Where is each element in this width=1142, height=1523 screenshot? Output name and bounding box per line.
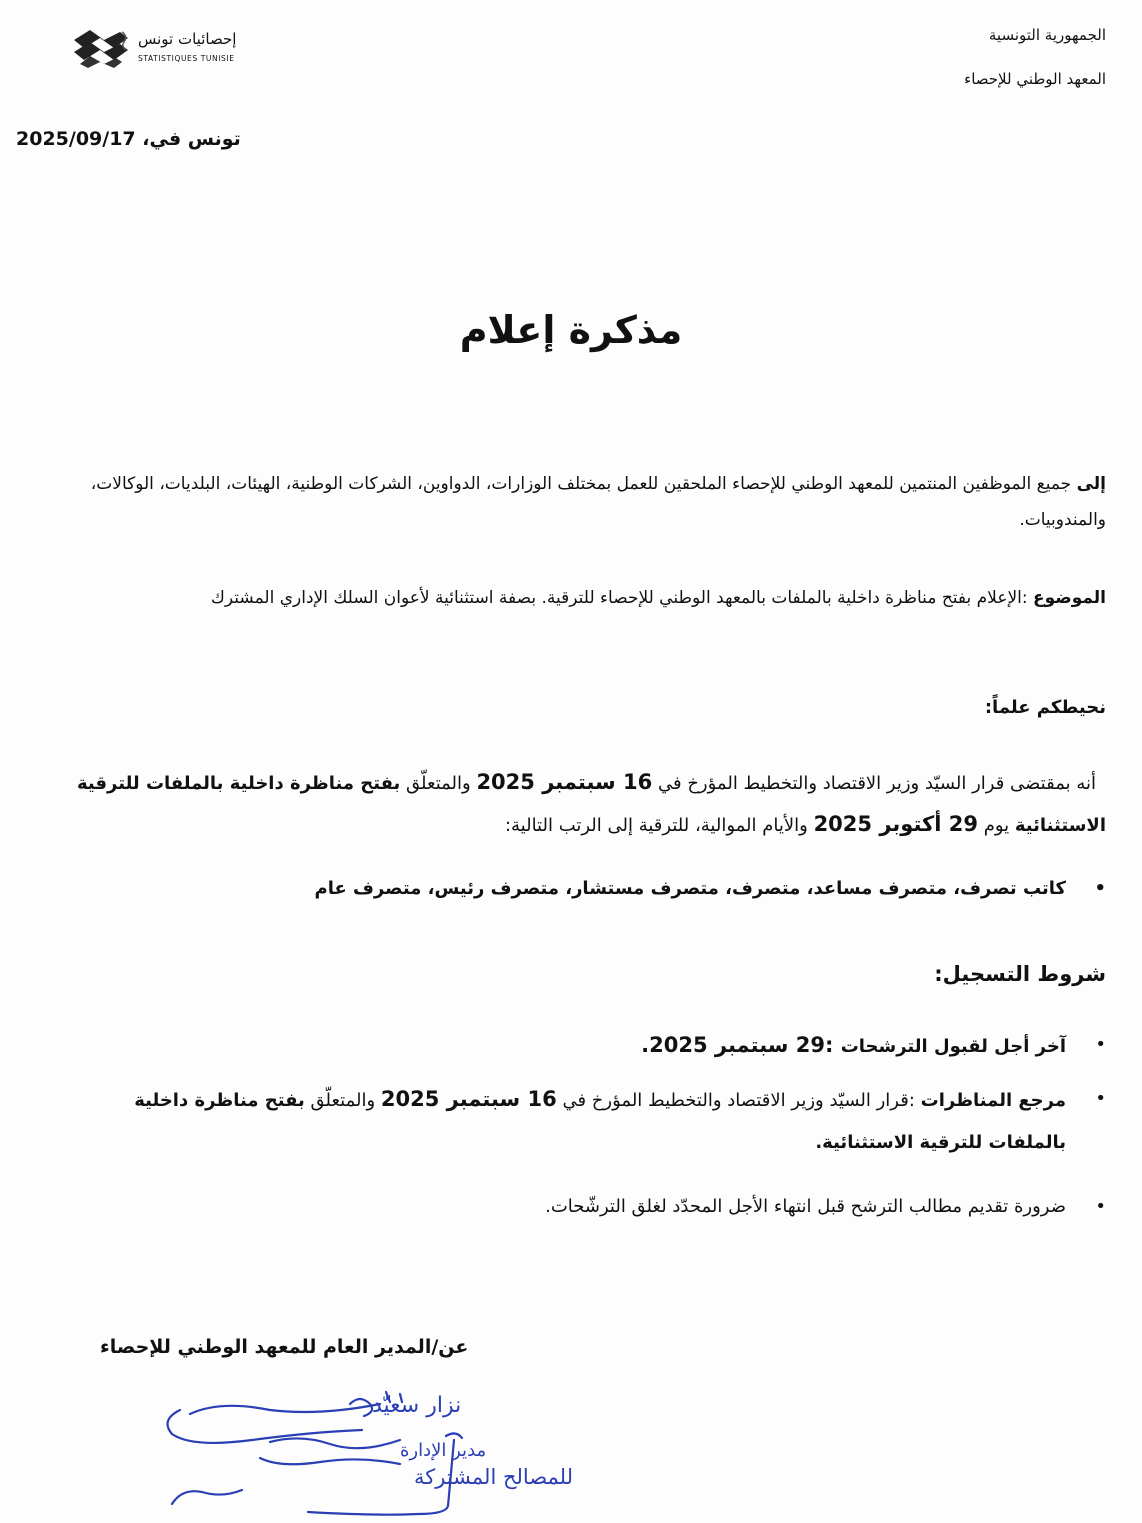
- condition-deadline-value: :29 سبتمبر 2025.: [641, 1033, 841, 1057]
- body-text-2: والمتعلّق: [400, 773, 477, 794]
- body-text-1: أنه بمقتضى قرار السيّد وزير الاقتصاد والتخطيط المؤرخ في: [652, 773, 1096, 794]
- body-bold-1: بفتح مناظرة داخلية بالملفات للترقية الاستثنائية: [76, 773, 1106, 836]
- body-text-4: والأيام الموالية، للترقية إلى الرتب التالية:: [504, 815, 814, 836]
- signature-line: عن/المدير العام للمعهد الوطني للإحصاء: [100, 1336, 469, 1358]
- republic-header: الجمهورية التونسية: [988, 26, 1106, 44]
- stamp-role: مدير الإدارة: [400, 1440, 487, 1461]
- stamp-name: نزار سعيّد: [372, 1393, 462, 1418]
- conditions-list: [52, 1024, 1142, 1238]
- condition-reference-text: :قرار السيّد وزير الاقتصاد والتخطيط المؤرخ في: [556, 1090, 921, 1111]
- list-item: • كاتب تصرف، متصرف مساعد، متصرف، متصرف مستشار، متصرف رئيس، متصرف عام: [36, 878, 1142, 899]
- grades-list: [36, 878, 1142, 899]
- ins-logo: [70, 26, 270, 76]
- logo-french-text: STATISTIQUES TUNISIE: [138, 54, 235, 63]
- body-paragraph: [36, 762, 1106, 846]
- date-line: تونس في، 2025/09/17: [16, 128, 241, 150]
- stamp-dept: للمصالح المشتركة: [414, 1465, 574, 1489]
- address-text: جميع الموظفين المنتمين للمعهد الوطني للإحصاء الملحقين للعمل بمختلف الوزارات، الدواوين، الشركات الوطنية، الهيئات، البلديات، الوكالات، والمندوبيات.: [90, 474, 1106, 530]
- page-title: مذكرة إعلام: [459, 308, 683, 352]
- condition-deadline-label: آخر أجل لقبول الترشحات: [840, 1036, 1066, 1057]
- institute-header: المعهد الوطني للإحصاء: [964, 70, 1106, 88]
- wave-logo-icon: [70, 26, 134, 72]
- subject-label: الموضوع: [1033, 588, 1106, 608]
- body-text-3: يوم: [977, 815, 1015, 836]
- body-date-1: 16 سبتمبر 2025: [476, 770, 653, 794]
- signature-stamp: [150, 1384, 574, 1518]
- logo-arabic-text: إحصائيات تونس: [138, 30, 237, 48]
- list-item: [52, 1078, 1142, 1164]
- signature-drawing: [150, 1384, 574, 1518]
- notice-heading: نحيطكم علماً:: [984, 697, 1106, 718]
- list-item: [52, 1024, 1142, 1068]
- condition-reference-date: 16 سبتمبر 2025: [380, 1087, 557, 1111]
- conditions-heading: شروط التسجيل:: [934, 962, 1106, 986]
- condition-reference-label: مرجع المناظرات: [920, 1090, 1066, 1111]
- list-item: • ضرورة تقديم مطالب الترشح قبل انتهاء الأجل المحدّد لغلق الترشّحات.: [52, 1186, 1142, 1228]
- address-label: إلى: [1076, 474, 1106, 494]
- body-date-2: 29 أكتوبر 2025: [813, 812, 978, 836]
- address-paragraph: [36, 466, 1106, 538]
- condition-reference-text-2: والمتعلّق: [304, 1090, 381, 1111]
- condition-reference-bold: بفتح مناظرة داخلية بالملفات للترقية الاستثنائية.: [134, 1090, 1066, 1153]
- subject-paragraph: [36, 580, 1106, 616]
- subject-text: :الإعلام بفتح مناظرة داخلية بالملفات بالمعهد الوطني للإحصاء للترقية. بصفة استثنائية لأعوان السلك الإداري المشترك: [210, 588, 1034, 608]
